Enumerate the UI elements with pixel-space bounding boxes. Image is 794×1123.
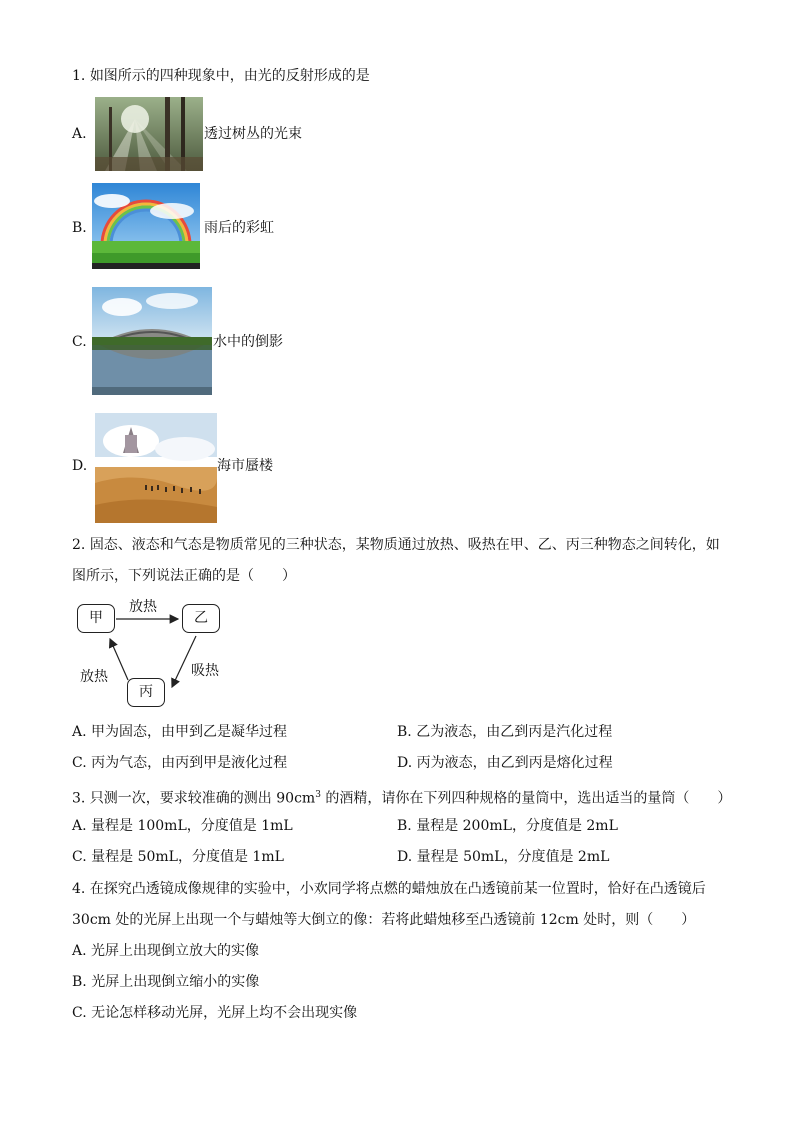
q2-option-d: D. 丙为液态，由乙到丙是熔化过程 — [397, 755, 613, 771]
label-absorb-heat-right: 吸热 — [191, 663, 219, 679]
q3-option-a: A. 量程是 100mL，分度值是 1mL — [72, 818, 293, 834]
q1-option-d-letter: D. — [72, 458, 88, 474]
state-node-bing: 丙 — [127, 678, 165, 707]
q1-option-b-letter: B. — [72, 220, 87, 236]
q4-option-c: C. 无论怎样移动光屏，光屏上均不会出现实像 — [72, 1005, 358, 1021]
q2-option-a: A. 甲为固态，由甲到乙是凝华过程 — [72, 724, 288, 740]
label-release-heat-top: 放热 — [129, 599, 157, 615]
q4-option-b: B. 光屏上出现倒立缩小的实像 — [72, 974, 260, 990]
q2-stem-line1: 2. 固态、液态和气态是物质常见的三种状态，某物质通过放热、吸热在甲、乙、丙三种物态之间转化，如 — [72, 537, 720, 553]
q3-option-c: C. 量程是 50mL，分度值是 1mL — [72, 849, 284, 865]
arrow-bing-to-jia — [110, 639, 128, 680]
q1-option-b-caption: 雨后的彩虹 — [204, 220, 274, 236]
q1-option-d-caption: 海市蜃楼 — [217, 458, 273, 474]
q1-option-a-caption: 透过树丛的光束 — [204, 126, 302, 142]
q1-option-c-letter: C. — [72, 334, 87, 350]
q4-stem-line1: 4. 在探究凸透镜成像规律的实验中，小欢同学将点燃的蜡烛放在凸透镜前某一位置时，恰好在凸透镜后 — [72, 881, 706, 897]
q1-option-c-caption: 水中的倒影 — [213, 334, 283, 350]
q1-stem: 1. 如图所示的四种现象中，由光的反射形成的是 — [72, 68, 370, 84]
photo-reflection-in-water — [92, 287, 212, 395]
state-node-yi: 乙 — [182, 604, 220, 633]
photo-mirage-desert — [95, 413, 217, 523]
label-release-heat-left: 放热 — [80, 669, 108, 685]
q3-stem: 3. 只测一次，要求较准确的测出 $90cm^3$ 的酒精，请你在下列四种规格的量筒中，选出适当的量筒（ ） — [72, 790, 732, 807]
q2-option-b: B. 乙为液态，由乙到丙是汽化过程 — [397, 724, 613, 740]
q1-option-a-letter: A. — [72, 126, 87, 142]
photo-rainbow-after-rain — [92, 183, 200, 269]
q2-stem-line2: 图所示，下列说法正确的是（ ） — [72, 568, 296, 584]
state-node-jia: 甲 — [77, 604, 115, 633]
q2-option-c: C. 丙为气态，由丙到甲是液化过程 — [72, 755, 288, 771]
q4-stem-line2: 30cm 处的光屏上出现一个与蜡烛等大倒立的像：若将此蜡烛移至凸透镜前 12cm 处时，则（ ） — [72, 912, 696, 928]
state-transition-diagram — [70, 592, 240, 710]
q3-option-d: D. 量程是 50mL，分度值是 2mL — [397, 849, 610, 865]
q4-option-a: A. 光屏上出现倒立放大的实像 — [72, 943, 260, 959]
photo-light-beams-through-trees — [95, 97, 203, 171]
q3-option-b: B. 量程是 200mL，分度值是 2mL — [397, 818, 618, 834]
